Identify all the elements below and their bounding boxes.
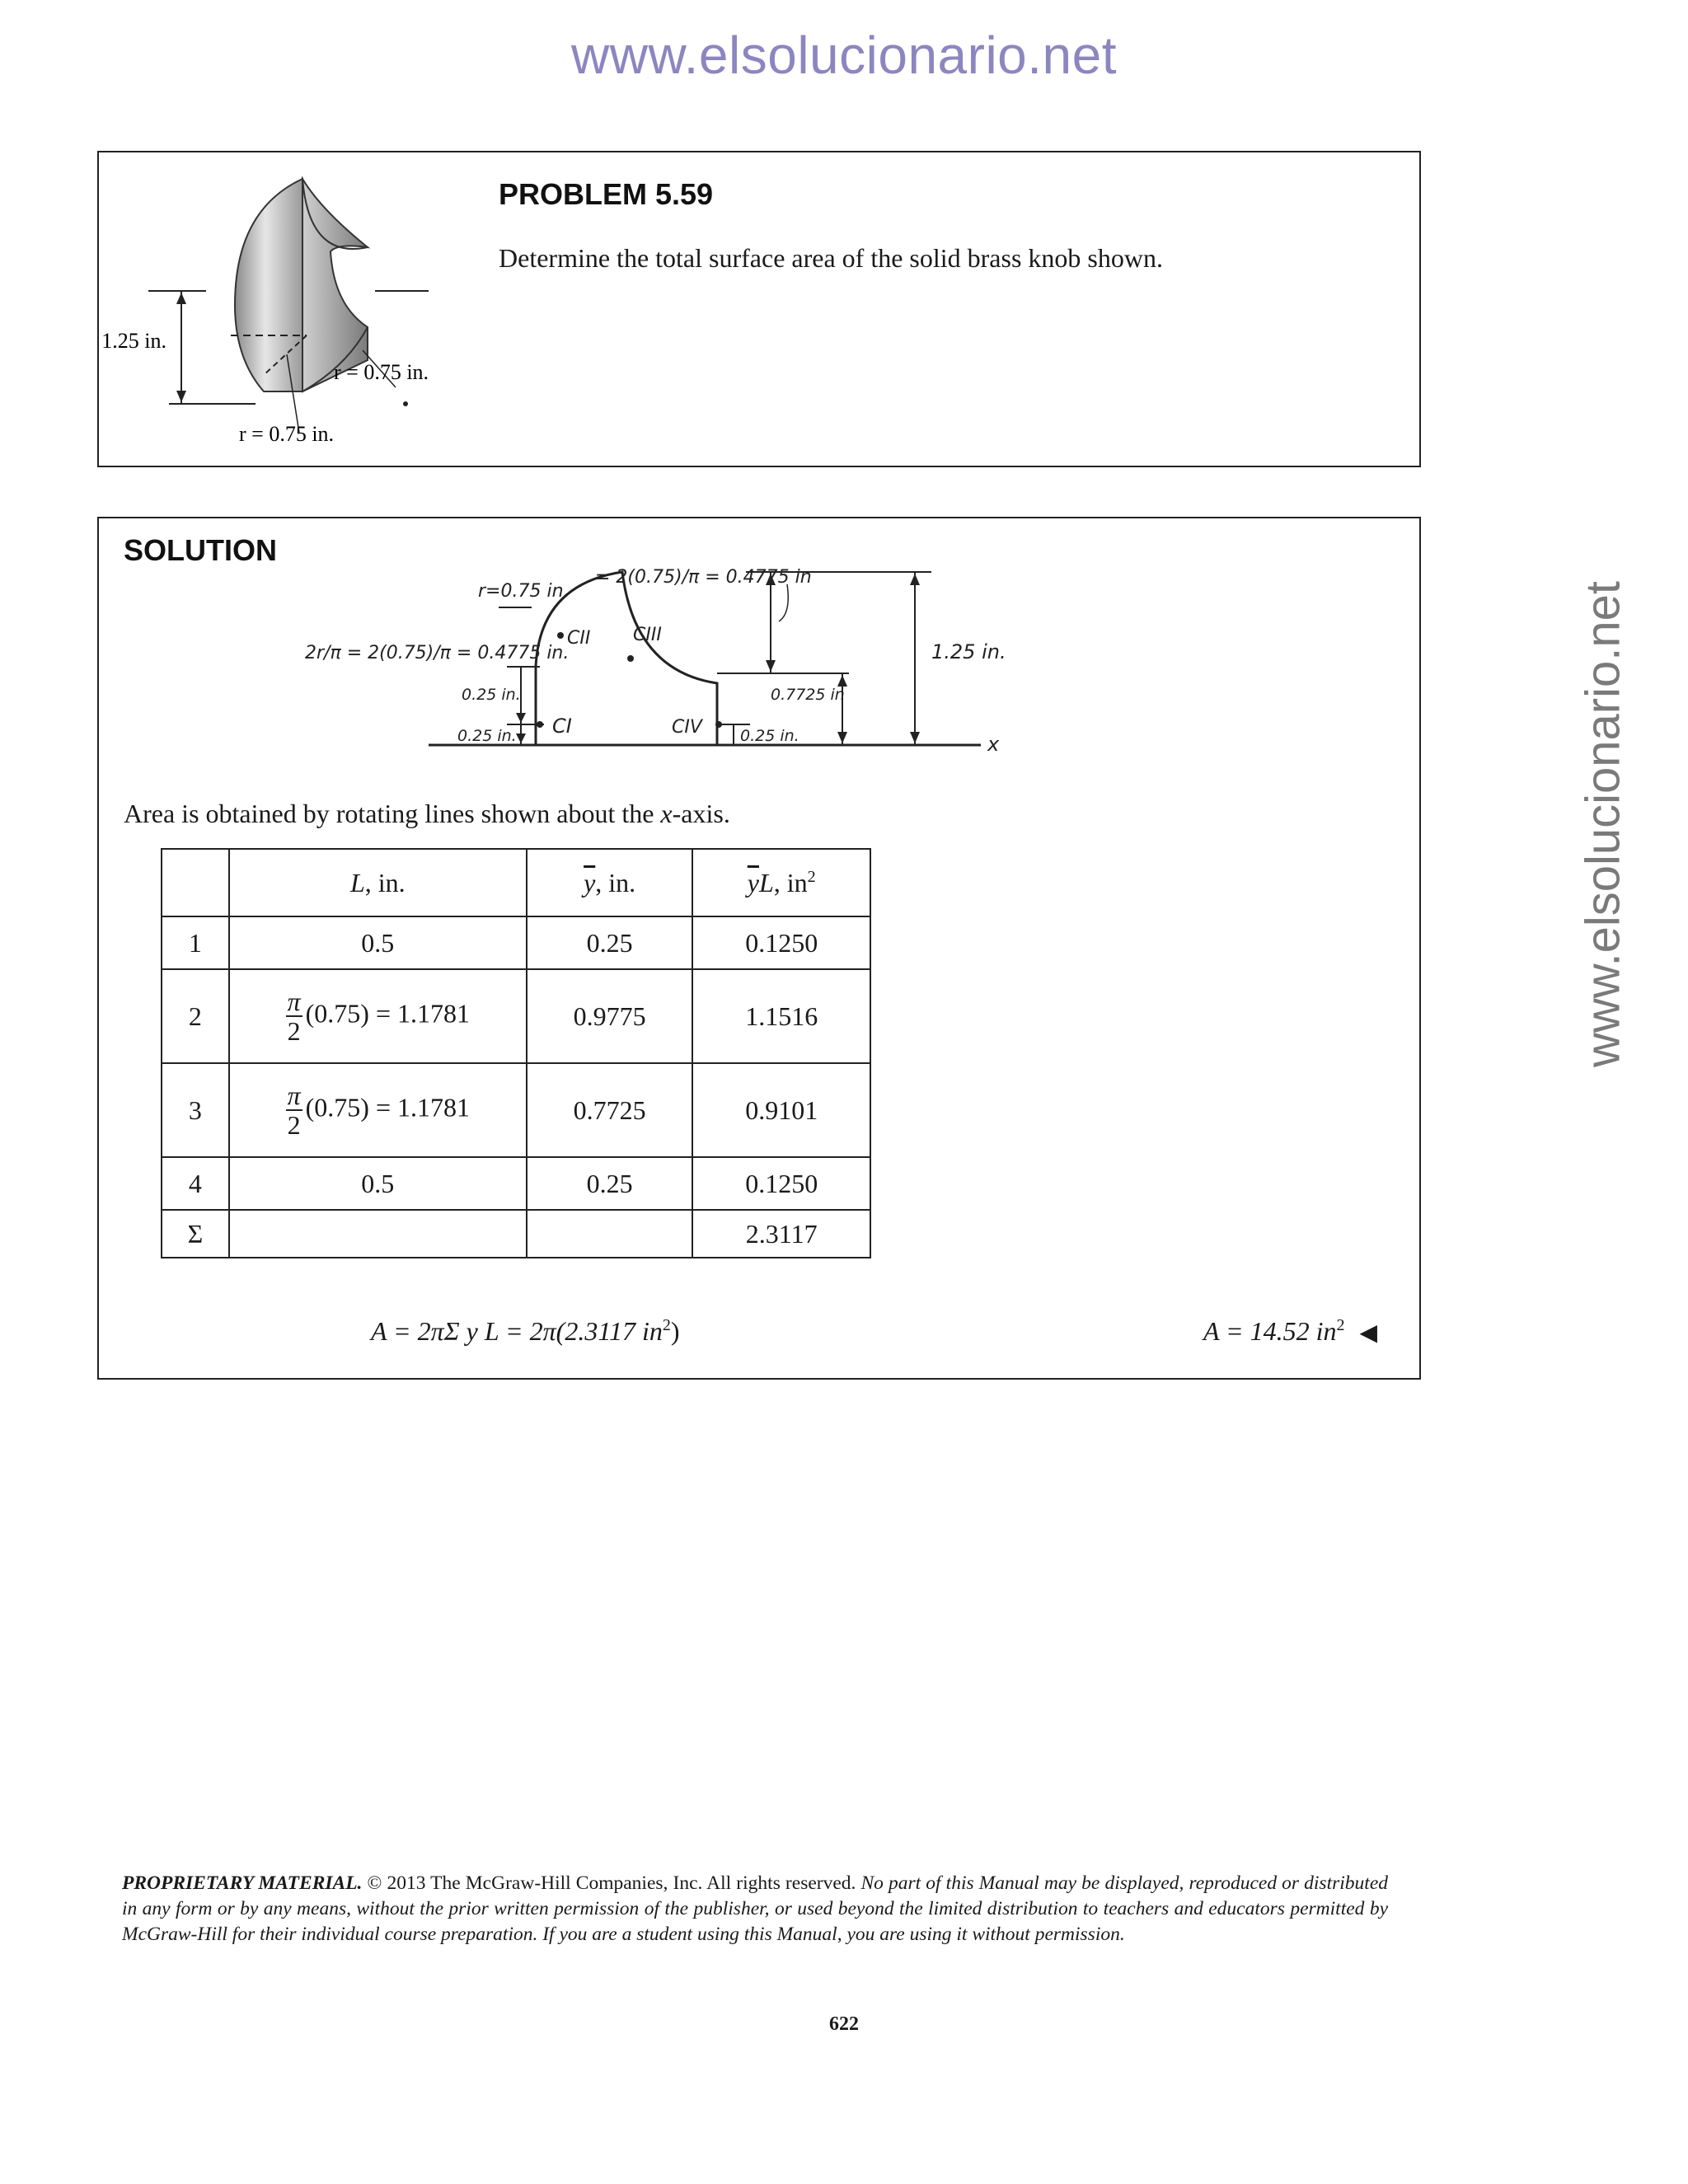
row-index: Σ	[162, 1210, 229, 1258]
r-label: r=0.75 in.	[478, 581, 570, 602]
row-index: 1	[162, 916, 229, 969]
top-formula: = 2(0.75)/π = 0.4775 in	[595, 568, 812, 588]
c3-label: CIII	[633, 625, 662, 645]
radius-bottom-label: r = 0.75 in.	[239, 422, 335, 446]
knob-figure	[99, 152, 462, 466]
row-index: 3	[162, 1063, 229, 1157]
row-length: 0.5	[229, 1157, 527, 1210]
row-ybar-l: 1.1516	[692, 969, 870, 1063]
c4-label: CIV	[672, 717, 702, 738]
x-axis-label: x	[987, 733, 1000, 756]
row-index: 4	[162, 1157, 229, 1210]
solution-description: Area is obtained by rotating lines shown about the x-axis.	[124, 799, 730, 828]
row-ybar: 0.7725	[527, 1063, 693, 1157]
dim-025-c-label: 0.25 in.	[740, 727, 799, 745]
watermark-side: www.elsolucionario.net	[1576, 581, 1630, 1067]
solution-title: SOLUTION	[124, 533, 277, 567]
problem-statement: Determine the total surface area of the solid brass knob shown.	[499, 243, 1163, 273]
left-formula: 2r/π = 2(0.75)/π = 0.4775 in.	[305, 643, 570, 663]
row-index: 2	[162, 969, 229, 1063]
problem-box	[97, 151, 1421, 467]
area-answer: A = 14.52 $in^2$ ◀	[1203, 1316, 1377, 1346]
problem-title: PROBLEM 5.59	[499, 177, 714, 211]
table-row	[162, 1157, 870, 1210]
radius-right-label: r = 0.75 in.	[334, 360, 429, 384]
solution-sketch	[305, 568, 1129, 790]
row-ybar-l: 2.3117	[692, 1210, 870, 1258]
row-ybar-l: 0.9101	[692, 1063, 870, 1157]
dim-07725-label: 0.7725 in	[771, 686, 845, 704]
dim-025-b-label: 0.25 in.	[457, 727, 517, 745]
results-table	[161, 848, 871, 1258]
row-length: 0.5	[229, 916, 527, 969]
area-equation: A = 2πΣ y L = 2π(2.3117 $in^2$)	[371, 1316, 680, 1346]
row-ybar: 0.25	[527, 916, 693, 969]
row-ybar: 0.25	[527, 1157, 693, 1210]
c1-label: CI	[552, 715, 572, 738]
dim-height-label: 1.25 in.	[101, 329, 166, 353]
row-length: $\frac{\pi}{2}$ (0.75) = 1.1781	[229, 969, 527, 1063]
row-ybar	[527, 1210, 693, 1258]
table-header-row	[162, 849, 870, 916]
solution-box	[97, 517, 1421, 1380]
page-number: 622	[829, 2013, 859, 2035]
table-row	[162, 969, 870, 1063]
row-ybar: 0.9775	[527, 969, 693, 1063]
header-ybar: $\overline{y}$, in.	[527, 849, 693, 916]
row-ybar-l: 0.1250	[692, 1157, 870, 1210]
header-index	[162, 849, 229, 916]
row-length	[229, 1210, 527, 1258]
dim-025-a-label: 0.25 in.	[462, 686, 521, 704]
row-length: $\frac{\pi}{2}$ (0.75) = 1.1781	[229, 1063, 527, 1157]
header-length: L, in.	[229, 849, 527, 916]
dim-125-label: 1.25 in.	[931, 640, 1006, 663]
table-row	[162, 916, 870, 969]
answer-marker: ◀	[1359, 1319, 1377, 1346]
table-row	[162, 1063, 870, 1157]
row-ybar-l: 0.1250	[692, 916, 870, 969]
table-sum-row	[162, 1210, 870, 1258]
watermark-top: www.elsolucionario.net	[571, 26, 1117, 85]
header-ybar-l: $\overline{y}L$, $in^2$	[692, 849, 870, 916]
footer-notice: PROPRIETARY MATERIAL. © 2013 The McGraw-Hill Companies, Inc. All rights reserved. No part of this Manual may be displayed, reproduced or distributed in any form or by any means, without the prior written permission of the publisher, or used beyond the limited distribution to teachers and educators permitted by McGraw-Hill for their individual course preparation. If you are a student using this Manual, you are using it without permission.	[122, 1872, 1388, 1945]
c2-label: CII	[567, 628, 591, 649]
